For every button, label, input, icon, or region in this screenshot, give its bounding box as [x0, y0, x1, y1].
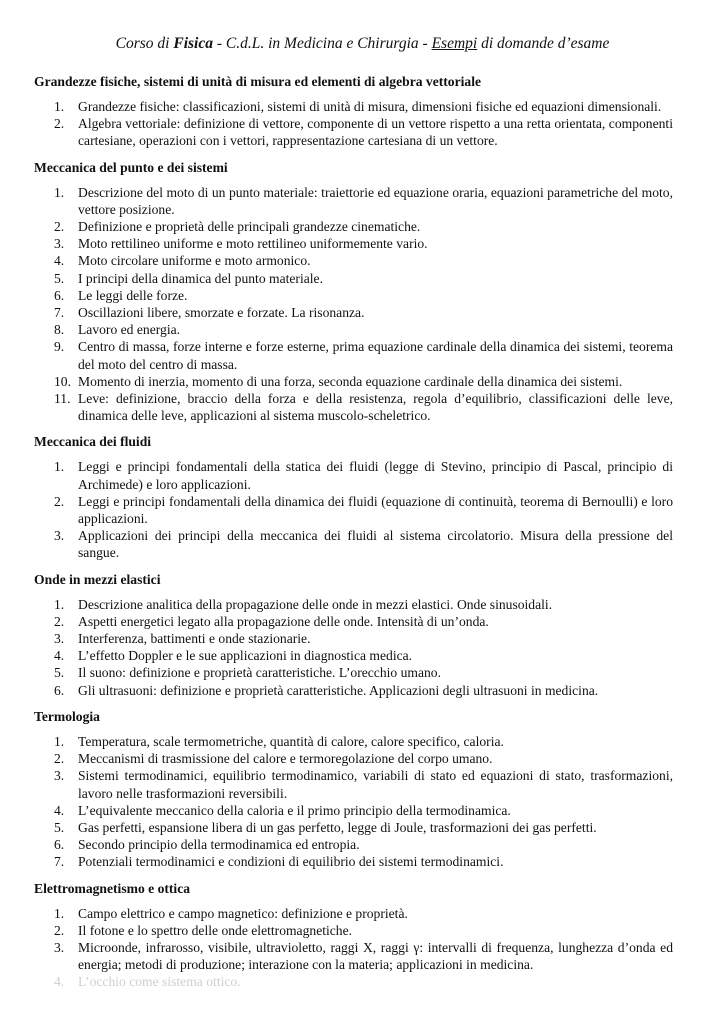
list-item [34, 338, 673, 372]
question-list [34, 733, 673, 871]
list-item [34, 802, 673, 819]
item-text: I principi della dinamica del punto materiale. [78, 270, 323, 286]
item-text: Gli ultrasuoni: definizione e proprietà caratteristiche. Applicazioni degli ultrasuoni in medicina. [78, 682, 599, 698]
item-number: 6. [54, 682, 65, 698]
question-list [34, 184, 673, 425]
section [34, 709, 673, 871]
section [34, 74, 673, 150]
item-number: 11. [54, 391, 71, 407]
question-list [34, 905, 673, 991]
section-title: Onde in mezzi elastici [34, 571, 161, 587]
item-text: Secondo principio della termodinamica ed entropia. [78, 837, 360, 853]
item-text: Le leggi delle forze. [78, 287, 188, 303]
list-item [34, 613, 673, 630]
question-list [34, 596, 673, 699]
question-list [34, 98, 673, 150]
question-list [34, 458, 673, 561]
header-course-name: Fisica [173, 35, 213, 52]
item-number: 2. [54, 116, 65, 132]
item-text: Leggi e principi fondamentali della dinamica dei fluidi (equazione di continuità, teorema di Bernoulli) e loro applicazioni. [78, 493, 673, 527]
section-title: Grandezze fisiche, sistemi di unità di misura ed elementi di algebra vettoriale [34, 74, 482, 89]
item-text: Descrizione del moto di un punto materiale: traiettorie ed equazione oraria, equazioni parametriche del moto, vettore posizione. [78, 184, 673, 217]
item-text: Gas perfetti, espansione libera di un gas perfetto, legge di Joule, trasformazioni dei gas perfetti. [78, 819, 597, 835]
item-number: 4. [54, 253, 65, 269]
item-number: 5. [54, 270, 65, 286]
item-number: 4. [54, 974, 65, 990]
list-item [34, 287, 673, 304]
list-item [34, 493, 673, 527]
item-text: Definizione e proprietà delle principali grandezze cinematiche. [78, 219, 421, 235]
item-number: 1. [54, 733, 65, 749]
item-text: Sistemi termodinamici, equilibrio termodinamico, variabili di stato ed equazioni di stato, trasformazioni, lavoro nelle trasformazioni reversibili. [78, 768, 673, 801]
list-item [34, 115, 673, 149]
item-text: L’equivalente meccanico della caloria e il primo principio della termodinamica. [78, 802, 511, 818]
section [34, 160, 673, 425]
list-item [34, 836, 673, 853]
list-item [34, 304, 673, 321]
item-number: 10. [54, 373, 71, 389]
item-number: 2. [54, 922, 65, 938]
item-text: Potenziali termodinamici e condizioni di equilibrio dei sistemi termodinamici. [78, 854, 504, 870]
item-number: 4. [54, 648, 65, 664]
item-number: 6. [54, 287, 65, 303]
item-number: 7. [54, 854, 65, 870]
header-prefix: Corso di [115, 35, 174, 52]
item-number: 1. [54, 184, 65, 200]
list-item [34, 458, 673, 492]
list-item [34, 252, 673, 269]
list-item [34, 184, 673, 218]
section-title: Termologia [34, 708, 100, 724]
list-item [34, 321, 673, 338]
item-text: Lavoro ed energia. [78, 322, 181, 338]
list-item [34, 235, 673, 252]
list-item [34, 682, 673, 699]
item-number: 1. [54, 99, 65, 114]
item-text: Algebra vettoriale: definizione di vettore, componente di un vettore rispetto a una retta orientata, componenti cartesiane, operazioni con i vettori, rappresentazione cartesiana di un vettore. [78, 116, 673, 149]
list-item [34, 853, 673, 870]
list-item [34, 664, 673, 681]
list-item [34, 647, 673, 664]
item-number: 1. [54, 459, 65, 475]
list-item [34, 218, 673, 235]
item-number: 1. [54, 596, 65, 612]
item-text: Meccanismi di trasmissione del calore e termoregolazione del corpo umano. [78, 751, 493, 767]
section-title: Meccanica del punto e dei sistemi [34, 159, 228, 175]
item-number: 2. [54, 613, 65, 629]
item-text: Moto circolare uniforme e moto armonico. [78, 253, 311, 269]
list-item [34, 596, 673, 613]
list-item [34, 98, 673, 115]
item-text: L’occhio come sistema ottico. [78, 974, 241, 990]
item-number: 3. [54, 631, 65, 647]
item-number: 3. [54, 939, 65, 955]
item-text: Grandezze fisiche: classificazioni, sistemi di unità di misura, dimensioni fisiche ed equazioni dimensionali. [78, 99, 662, 114]
item-text: Centro di massa, forze interne e forze esterne, prima equazione cardinale della dinamica dei sistemi, teorema del moto del centro di massa. [78, 339, 673, 372]
list-item [34, 905, 673, 922]
item-text: Leggi e principi fondamentali della statica dei fluidi (legge di Stevino, principio di Pascal, principio di Archimede) e loro applicazioni. [78, 459, 673, 492]
list-item [34, 270, 673, 287]
list-item [34, 527, 673, 561]
header-degree: - C.d.L. in Medicina e Chirurgia - [212, 35, 432, 52]
list-item [34, 733, 673, 750]
list-item [34, 973, 673, 990]
list-item [34, 767, 673, 801]
list-item [34, 390, 673, 424]
item-text: Applicazioni dei principi della meccanica dei fluidi al sistema circolatorio. Misura della pressione del sangue. [78, 528, 673, 561]
section-title: Meccanica dei fluidi [34, 434, 152, 450]
item-text: Temperatura, scale termometriche, quantità di calore, calore specifico, caloria. [78, 733, 504, 749]
header-suffix: di domande d’esame [477, 35, 610, 52]
item-number: 8. [54, 322, 65, 338]
item-number: 2. [54, 493, 65, 509]
list-item [34, 750, 673, 767]
section [34, 572, 673, 699]
item-text: Il fotone e lo spettro delle onde elettromagnetiche. [78, 922, 353, 938]
item-text: Microonde, infrarosso, visibile, ultravioletto, raggi X, raggi γ: intervalli di frequenza, lunghezza d’onda ed energia; metodi di produzione; interazione con la materia; applicazioni in medicina. [78, 939, 673, 973]
list-item [34, 630, 673, 647]
item-number: 5. [54, 819, 65, 835]
item-number: 3. [54, 528, 65, 544]
item-number: 9. [54, 339, 65, 355]
item-text: Il suono: definizione e proprietà caratteristiche. L’orecchio umano. [78, 665, 441, 681]
list-item [34, 939, 673, 973]
item-number: 6. [54, 837, 65, 853]
item-number: 3. [54, 236, 65, 252]
item-text: Moto rettilineo uniforme e moto rettilineo uniformemente vario. [78, 236, 428, 252]
item-number: 7. [54, 305, 65, 321]
section [34, 434, 673, 561]
item-number: 2. [54, 219, 65, 235]
document-body [34, 74, 673, 1001]
item-number: 2. [54, 751, 65, 767]
item-number: 3. [54, 768, 65, 784]
item-text: Interferenza, battimenti e onde stazionarie. [78, 631, 311, 647]
item-number: 4. [54, 802, 65, 818]
item-number: 5. [54, 665, 65, 681]
item-text: L’effetto Doppler e le sue applicazioni in diagnostica medica. [78, 648, 413, 664]
item-text: Momento di inerzia, momento di una forza, seconda equazione cardinale della dinamica dei sistemi. [78, 373, 623, 389]
item-text: Descrizione analitica della propagazione delle onde in mezzi elastici. Onde sinusoidali. [78, 596, 553, 612]
item-text: Campo elettrico e campo magnetico: definizione e proprietà. [78, 905, 408, 921]
item-text: Aspetti energetici legato alla propagazione delle onde. Intensità di un’onda. [78, 613, 489, 629]
page-header [0, 34, 725, 54]
list-item [34, 373, 673, 390]
item-text: Leve: definizione, braccio della forza e della resistenza, regola d’equilibrio, classificazioni delle leve, dinamica delle leve, applicazioni al sistema muscolo-scheletrico. [78, 391, 673, 424]
header-examples: Esempi [431, 35, 478, 52]
item-text: Oscillazioni libere, smorzate e forzate. La risonanza. [78, 305, 365, 321]
section [34, 881, 673, 991]
list-item [34, 819, 673, 836]
section-title: Elettromagnetismo e ottica [34, 880, 191, 896]
item-number: 1. [54, 905, 65, 921]
list-item [34, 922, 673, 939]
